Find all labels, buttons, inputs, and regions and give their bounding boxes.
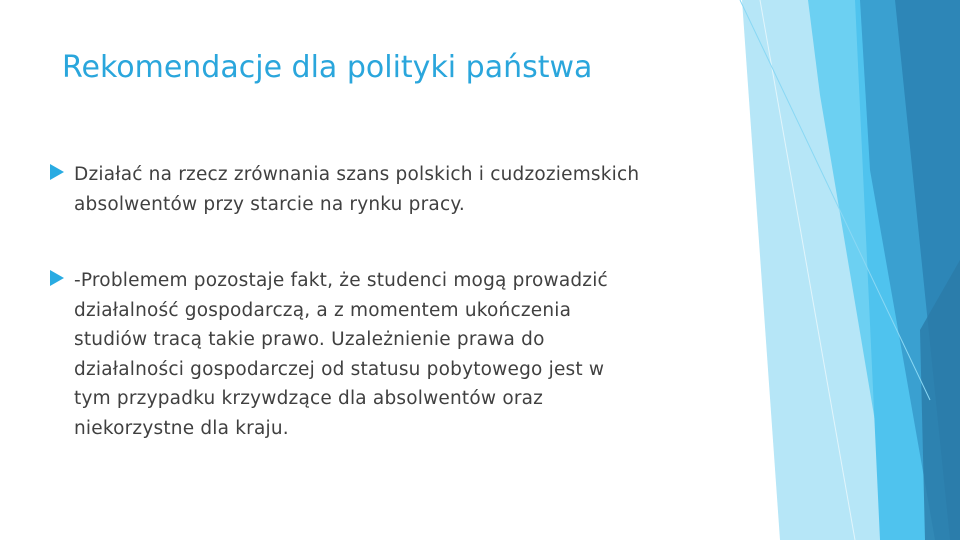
bullet-line: działalności gospodarczej od statusu pobytowego jest w (74, 358, 605, 380)
bullet-item (50, 160, 700, 219)
bullet-line: tym przypadku krzywdzące dla absolwentów oraz (74, 388, 544, 409)
bullet-item (50, 266, 700, 443)
bullet-text (74, 160, 700, 219)
bullet-line: studiów tracą takie prawo. Uzależnienie prawa do (74, 329, 545, 350)
slide-title: Rekomendacje dla polityki państwa (62, 50, 593, 85)
triangle-right-arrow-icon (50, 270, 64, 286)
bullet-line: Działać na rzecz zrównania szans polskich i cudzoziemskich (74, 164, 640, 185)
bullet-text (74, 266, 700, 443)
bullet-line: absolwentów przy starcie na rynku pracy. (74, 193, 465, 215)
bullet-line: niekorzystne dla kraju. (74, 417, 289, 439)
triangle-right-arrow-icon (50, 164, 64, 180)
bullet-line: działalność gospodarczą, a z momentem ukończenia (74, 299, 572, 321)
bullet-line: -Problemem pozostaje fakt, że studenci mogą prowadzić (74, 270, 608, 291)
